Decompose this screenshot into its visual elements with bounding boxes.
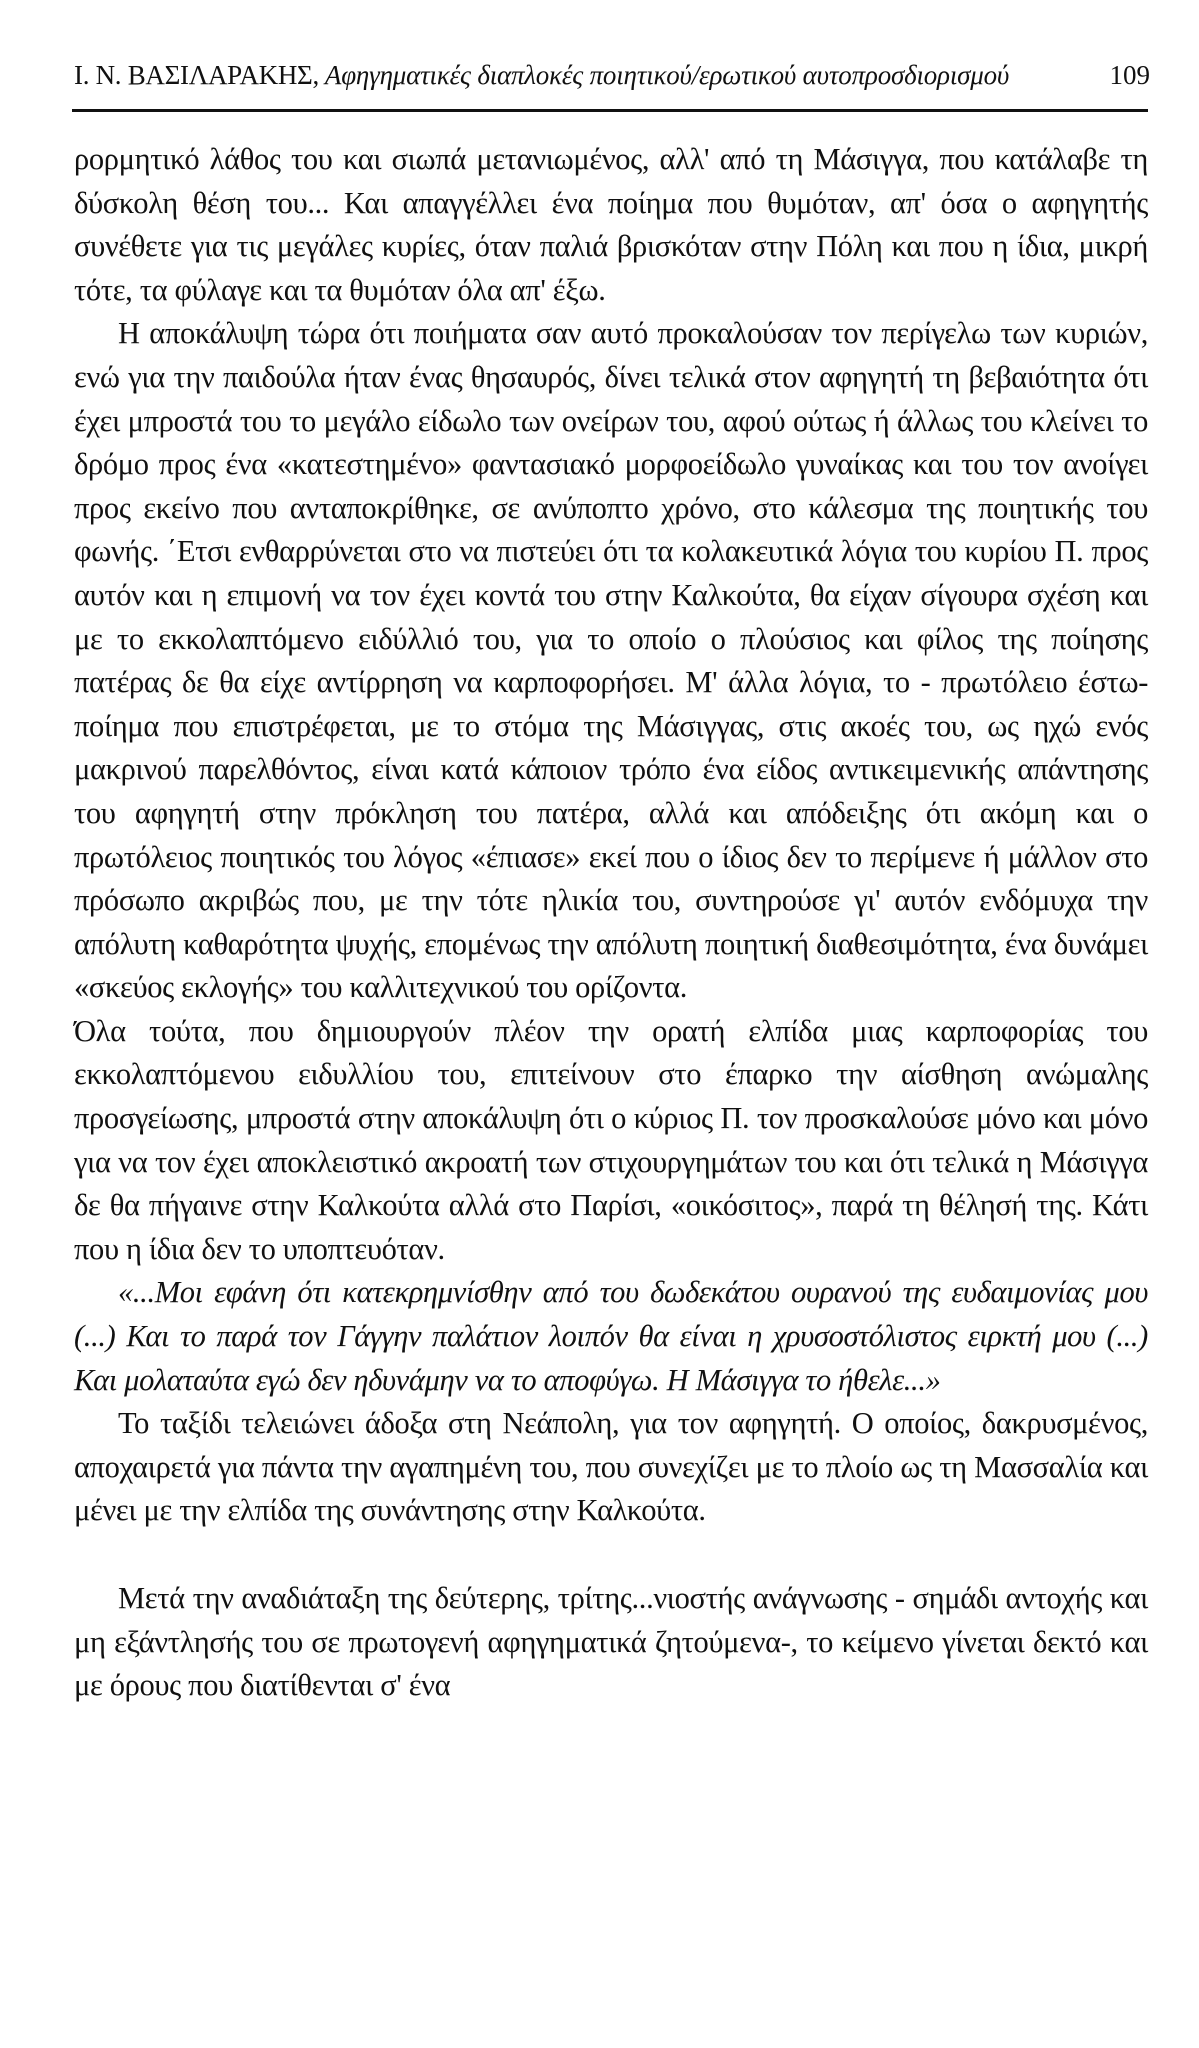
section-gap	[74, 1533, 1148, 1577]
paragraph: Το ταξίδι τελειώνει άδοξα στη Νεάπολη, για τον αφηγητή. Ο οποίος, δακρυσμένος, αποχαιρετά για πάντα την αγαπημένη του, που συνεχίζει με το πλοίο ως τη Μασσαλία και μένει με την ελπίδα της συνάντησης στην Καλκούτα.	[74, 1406, 1148, 1528]
paragraph: Μετά την αναδιάταξη της δεύτερης, τρίτης...νιοστής ανάγνωσης - σημάδι αντοχής και μη εξάντλησής του σε πρωτογενή αφηγηματικά ζητούμενα-, το κείμενο γίνεται δεκτό και με όρους που διατίθενται σ' ένα	[74, 1581, 1148, 1703]
block-quote: «...Μοι εφάνη ότι κατεκρημνίσθην από του δωδεκάτου ουρανού της ευδαιμονίας μου (...) Και το παρά τον Γάγγην παλάτιον λοιπόν θα είναι η χρυσοστόλιστος ειρκτή μου (...) Και μολαταύτα εγώ δεν ηδυνάμην να το αποφύγω. Η Μάσιγγα το ήθελε...»	[74, 1275, 1148, 1397]
header-author: Ι. Ν. ΒΑΣΙΛΑΡΑΚΗΣ,	[74, 60, 319, 90]
body-text	[74, 138, 1148, 1708]
header-title: Αφηγηματικές διαπλοκές ποιητικού/ερωτικού αυτοπροσδιορισμού	[324, 60, 1010, 90]
paragraph: Όλα τούτα, που δημιουργούν πλέον την ορατή ελπίδα μιας καρποφορίας του εκκολαπτόμενου ειδυλλίου του, επιτείνουν στο έπαρκο την αίσθηση ανώμαλης προσγείωσης, μπροστά στην αποκάλυψη ότι ο κύριος Π. τον προσκαλούσε μόνο και μόνο για να τον έχει αποκλειστικό ακροατή των στιχουργημάτων του και ότι τελικά η Μάσιγγα δε θα πήγαινε στην Καλκούτα αλλά στο Παρίσι, «οικόσιτος», παρά τη θέλησή της. Κάτι που η ίδια δεν το υποπτευόταν.	[74, 1013, 1148, 1266]
header-rule	[72, 109, 1148, 112]
page-number: 109	[1109, 60, 1150, 90]
running-header	[74, 60, 1150, 100]
paragraph-continued: ρορμητικό λάθος του και σιωπά μετανιωμένος, αλλ' από τη Μάσιγγα, που κατάλαβε τη δύσκολη θέση του... Και απαγγέλλει ένα ποίημα που θυμόταν, απ' όσα ο αφηγητής συνέθετε για τις μεγάλες κυρίες, όταν παλιά βρισκόταν στην Πόλη και που η ίδια, μικρή τότε, τα φύλαγε και τα θυμόταν όλα απ' έξω.	[74, 142, 1148, 307]
paragraph: Η αποκάλυψη τώρα ότι ποιήματα σαν αυτό προκαλούσαν τον περίγελω των κυριών, ενώ για την παιδούλα ήταν ένας θησαυρός, δίνει τελικά στον αφηγητή τη βεβαιότητα ότι έχει μπροστά του το μεγάλο είδωλο των ονείρων του, αφού ούτως ή άλλως του κλείνει το δρόμο προς ένα «κατεστημένο» φαντασιακό μορφοείδωλο γυναίκας και του τον ανοίγει προς εκείνο που ανταποκρίθηκε, σε ανύποπτο χρόνο, στο κάλεσμα της ποιητικής του φωνής. ΄Ετσι ενθαρρύνεται στο να πιστεύει ότι τα κολακευτικά λόγια του κυρίου Π. προς αυτόν και η επιμονή να τον έχει κοντά του στην Καλκούτα, θα είχαν σίγουρα σχέση και με το εκκολαπτόμενο ειδύλλιό του, για το οποίο ο πλούσιος και φίλος της ποίησης πατέρας δε θα είχε αντίρρηση να καρποφορήσει. Μ' άλλα λόγια, το - πρωτόλειο έστω- ποίημα που επιστρέφεται, με το στόμα της Μάσιγγας, στις ακοές του, ως ηχώ ενός μακρινού παρελθόντος, είναι κατά κάποιον τρόπο ένα είδος αντικειμενικής απάντησης του αφηγητή στην πρόκληση του πατέρα, αλλά και απόδειξης ότι ακόμη και ο πρωτόλειος ποιητικός του λόγος «έπιασε» εκεί που ο ίδιος δεν το περίμενε ή μάλλον στο πρόσωπο ακριβώς που, με την τότε ηλικία του, συντηρούσε γι' αυτόν ενδόμυχα την απόλυτη καθαρότητα ψυχής, επομένως την απόλυτη ποιητική διαθεσιμότητα, ένα δυνάμει «σκεύος εκλογής» του καλλιτεχνικού του ορίζοντα.	[74, 316, 1148, 1005]
